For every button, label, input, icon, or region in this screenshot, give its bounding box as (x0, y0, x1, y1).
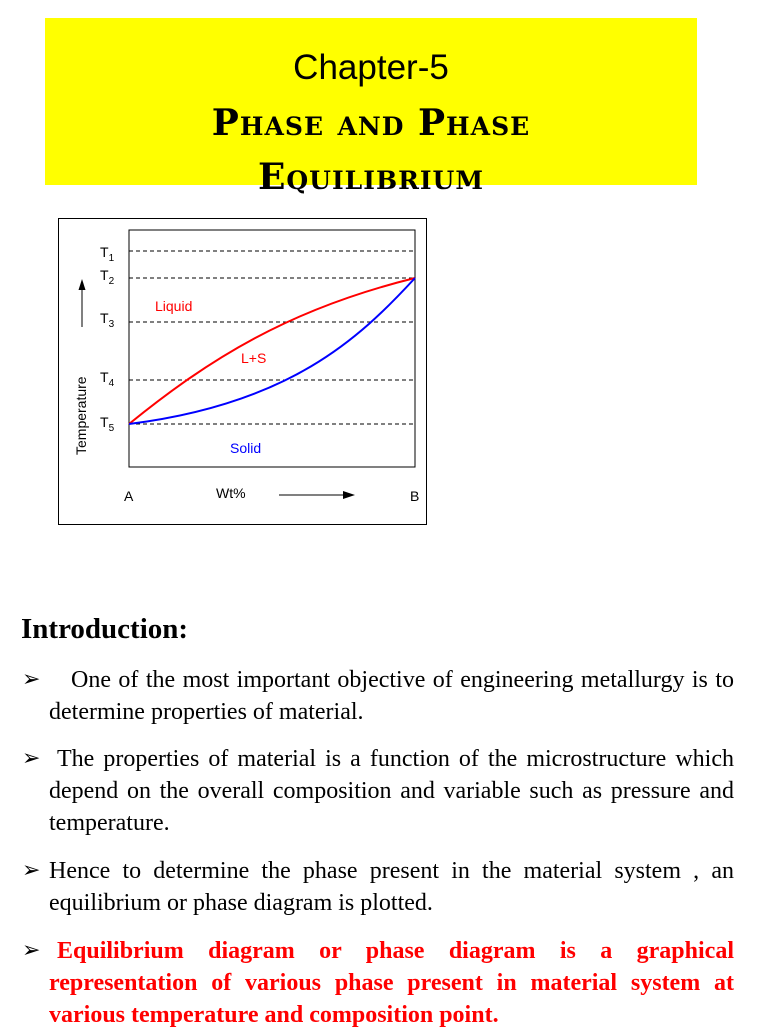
chapter-title-line-2: Equilibrium (257, 156, 485, 198)
bullet-text-2: The properties of material is a function of the microstructure which depend on the overall composition and variable such as pressure and temperature. (49, 746, 734, 836)
bullet-arrow-icon: ➢ (22, 858, 41, 883)
y-axis-arrow-head (79, 279, 86, 290)
x-axis-label-b: B (410, 488, 420, 504)
introduction-heading: Introduction: (21, 613, 189, 645)
temp-label-t3: $T_3$ (100, 310, 115, 330)
region-label-liquid-solid: L+S (241, 350, 267, 366)
x-axis-arrow-head (343, 491, 355, 499)
region-label-liquid: Liquid (155, 298, 193, 314)
bullet-arrow-icon: ➢ (22, 746, 41, 771)
bullet-item-1 (22, 664, 734, 728)
bullet-text-4-highlighted: Equilibrium diagram or phase diagram is a graphical representation of various phase present in material system at various temperature and composition point. (49, 938, 734, 1028)
temp-label-t2: $T_2$ (100, 267, 115, 287)
temp-label-t1: $T_1$ (100, 244, 115, 264)
temp-label-t4: $T_4$ (100, 369, 115, 389)
bullet-item-2 (22, 743, 734, 839)
bullet-item-3 (22, 855, 734, 919)
bullet-item-4 (22, 935, 734, 1031)
chapter-title-line-1: Phase and Phase (211, 102, 531, 144)
bullet-text-3: Hence to determine the phase present in the material system , an equilibrium or phase diagram is plotted. (49, 858, 734, 916)
bullet-arrow-icon: ➢ (22, 938, 41, 963)
x-axis-label: Wt% (216, 485, 246, 501)
chapter-title-banner (45, 18, 697, 198)
chapter-number: Chapter-5 (293, 48, 449, 87)
bullet-text-1: One of the most important objective of engineering metallurgy is to determine properties of material. (49, 667, 734, 725)
phase-diagram (58, 218, 427, 525)
plot-frame (129, 230, 415, 467)
y-axis-label: Temperature (73, 376, 89, 455)
x-axis-label-a: A (124, 488, 134, 504)
temp-label-t5: $T_5$ (100, 414, 115, 434)
phase-diagram-svg (59, 219, 428, 526)
region-label-solid: Solid (230, 440, 262, 456)
bullet-arrow-icon: ➢ (22, 667, 41, 692)
